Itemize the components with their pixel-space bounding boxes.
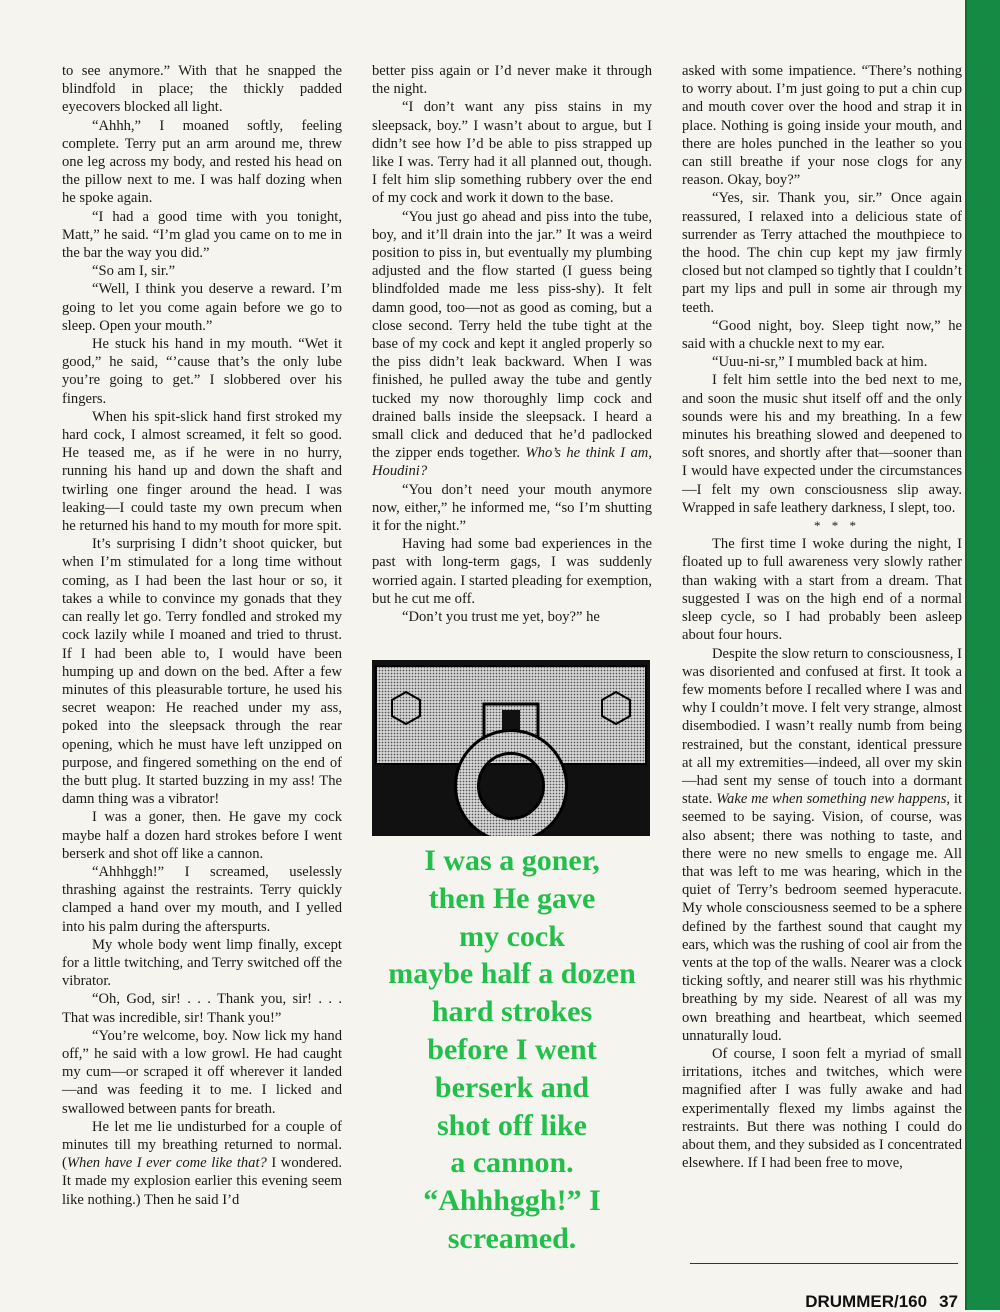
paragraph xyxy=(372,481,652,536)
paragraph xyxy=(682,645,962,1045)
italic-text: Who’s he think I am, Houdini? xyxy=(372,445,652,480)
paragraph xyxy=(682,189,962,316)
text-segment: “I had a good time with you tonight, Matt,” he said. “I’m glad you came on to me in the bar the way you did.” xyxy=(62,208,342,262)
text-segment: “Well, I think you deserve a reward. I’m going to let you come again before we go to sleep. Open your mouth.” xyxy=(62,281,342,334)
text-segment: “You don’t need your mouth anymore now, either,” he informed me, “so I’m shutting it for the night.” xyxy=(372,481,652,535)
paragraph xyxy=(62,990,342,1026)
pull-quote-line: then He gave xyxy=(428,881,596,915)
paragraph xyxy=(62,535,342,808)
page-edge-stripe xyxy=(965,0,1000,1310)
pull-quote xyxy=(362,842,662,1258)
text-segment: to see anymore.” With that he snapped the blindfold in place; the thickly padded eyecovers blocked all light. xyxy=(62,63,342,116)
text-segment: I was a goner, then. He gave my cock maybe half a dozen hard strokes before I went berserk and shot off like a cannon. xyxy=(62,809,342,862)
text-segment: “You’re welcome, boy. Now lick my hand off,” he said with a low growl. He had caught my cum—or scraped it off wherever it landed—and was feeding it to me. I licked and swallowed between pants for breath. xyxy=(62,1027,342,1117)
pull-quote-line: berserk and xyxy=(434,1070,590,1104)
paragraph xyxy=(682,353,962,371)
text-segment: “Ahhhggh!” I screamed, uselessly thrashing against the restraints. Terry quickly clamped a hand over my mouth, and I yelled into his palm during the afterspurts. xyxy=(62,863,342,935)
text-segment: “Good night, boy. Sleep tight now,” he said with a chuckle next to my ear. xyxy=(682,317,962,353)
paragraph xyxy=(62,280,342,335)
pull-quote-line: maybe half a dozen xyxy=(388,957,636,991)
section-break: * * * xyxy=(814,518,860,534)
ring-buckle-illustration xyxy=(372,660,650,836)
pull-quote-line: shot off like xyxy=(437,1108,587,1142)
paragraph xyxy=(62,62,342,117)
text-segment: it seemed to be saying. Vision, of course, was also absent; there was nothing to taste, and there were no new smells to engage me. All that was left to me was hearing, which in the quiet of Terry’s bedroom seemed hyperacute. My whole consciousness seemed to be a sphere defined by the farthest sound that caught my ears, which was the rushing of cool air from the vents at the top of the walls. Nearer was a clock ticking softly, and nearer still was his rhythmic breathing by my side. Nearest of all was my own breathing and heartbeat, which seemed unnaturally loud. xyxy=(682,791,962,1044)
text-segment: My whole body went limp finally, except for a little twitching, and Terry switched off the vibrator. xyxy=(62,936,342,990)
magazine-issue: DRUMMER/160 xyxy=(805,1292,928,1311)
text-segment: I wondered. It made my explosion earlier this evening seem like nothing.) Then he said I’d xyxy=(62,1155,342,1208)
text-segment: Of course, I soon felt a myriad of small irritations, itches and twitches, which were magnified after I was fully awake and had experimentally flexed my limbs against the restraints. But there was nothing I could do about them, and they subsided as I concentrated elsewhere. If I had been free to move, xyxy=(682,1045,962,1172)
pull-quote-line: “Ahhhggh!” I xyxy=(423,1184,601,1218)
paragraph xyxy=(62,335,342,408)
page-footer xyxy=(805,1292,958,1312)
paragraph xyxy=(682,1045,962,1172)
text-segment: asked with some impatience. “There’s nothing to worry about. I’m just going to put a chin cup and mouth cover over the hood and strap it in place. Nothing is going inside your mouth, and there are holes punched in the leather so you can still breathe if your nose clogs for any reason. Okay, boy?” xyxy=(682,63,962,189)
text-column-2 xyxy=(372,62,652,626)
paragraph xyxy=(372,608,652,626)
pull-quote-line: I was a goner, xyxy=(424,844,600,877)
text-segment: “I don’t want any piss stains in my sleepsack, boy.” I wasn’t about to argue, but I didn’t see how I’d be able to piss strapped up like I was. Terry had it all planned out, though. I felt him slip something rubbery over the end of my cock and work it down to the base. xyxy=(372,99,652,207)
paragraph xyxy=(372,98,652,207)
text-segment: “Don’t you trust me yet, boy?” he xyxy=(402,609,600,626)
text-segment: The first time I woke during the night, I floated up to full awareness very slowly rather than waking with a start from a dream. That suggested I was on the high end of a normal sleep cycle, so I had probably been asleep about four hours. xyxy=(682,536,962,644)
text-segment: “Yes, sir. Thank you, sir.” Once again reassured, I relaxed into a delicious state of surrender as Terry attached the mouthpiece to the hood. The chin cup kept my jaw firmly closed but not clamped so tightly that I couldn’t part my lips and pull in some air through my teeth. xyxy=(682,190,962,316)
paragraph xyxy=(62,1118,342,1209)
paragraph xyxy=(62,208,342,263)
italic-text: When have I ever come like that? xyxy=(66,1155,267,1172)
footer-rule xyxy=(690,1263,958,1264)
paragraph xyxy=(372,62,652,98)
text-segment: Having had some bad experiences in the past with long-term gags, I was suddenly worried again. I started pleading for exemption, but he cut me off. xyxy=(372,536,652,607)
paragraph xyxy=(62,262,342,280)
text-segment: He let me lie undisturbed for a couple of minutes till my breathing returned to normal. ( xyxy=(62,1118,342,1172)
text-segment: He stuck his hand in my mouth. “Wet it good,” he said, “’cause that’s the only lube you’re going to get.” I slobbered over his fingers. xyxy=(62,336,342,407)
text-segment: “Oh, God, sir! . . . Thank you, sir! . . . That was incredible, sir! Thank you!” xyxy=(62,991,342,1026)
text-segment: “Uuu-ni-sr,” I mumbled back at him. xyxy=(712,354,928,371)
paragraph xyxy=(372,208,652,481)
paragraph xyxy=(62,117,342,208)
pull-quote-line: hard strokes xyxy=(431,995,593,1029)
paragraph xyxy=(372,535,652,608)
pull-quote-line: my cock xyxy=(459,919,565,953)
text-column-1 xyxy=(62,62,342,1209)
paragraph xyxy=(682,62,962,189)
paragraph xyxy=(62,863,342,936)
paragraph xyxy=(682,317,962,353)
pull-quote-line: before I went xyxy=(427,1032,597,1066)
text-segment: better piss again or I’d never make it through the night. xyxy=(372,63,652,98)
text-segment: Despite the slow return to consciousness, I was disoriented and confused at first. It took a few moments before I recalled where I was and why I couldn’t move. I felt very strange, almost disembodied. I wasn’t really numb from being restrained, but the constant, identical pressure at all my extremities—indeed, all over my skin—had sent my sense of touch into a dormant state. xyxy=(682,645,962,808)
text-column-3 xyxy=(682,62,962,1172)
paragraph xyxy=(682,535,962,644)
paragraph xyxy=(62,1027,342,1118)
text-segment: “Ahhh,” I moaned softly, feeling complete. Terry put an arm around me, threw one leg across my body, and rested his head on the pillow next to me. I was half dozing when he spoke again. xyxy=(62,117,342,207)
paragraph xyxy=(62,808,342,863)
text-segment: “So am I, sir.” xyxy=(92,263,176,280)
text-segment: When his spit-slick hand first stroked my hard cock, I almost screamed, it felt so good. He teased me, as if he were in no hurry, running his hand up and down the shaft and twirling one finger around the head. I was leaking—I could taste my own precum when he returned his hand to my mouth for more spit. xyxy=(62,408,342,535)
text-segment: It’s surprising I didn’t shoot quicker, but when I’m stimulated for a long time without coming, as I had been the last hour or so, it takes a while to convince my gonads that they can really let go. Terry fondled and stroked my cock lazily while I moaned and tried to thrust. If I had been able to, I would have been humping up and down on the bed. After a few minutes of this pleasurable torture, he used his secret weapon: He reached under my ass, poked into the sleepsack through the rear opening, which he must have left unzipped on purpose, and fingered something on the end of the butt plug. It started buzzing in my ass! The damn thing was a vibrator! xyxy=(62,536,342,808)
paragraph xyxy=(62,408,342,535)
pull-quote-line: screamed. xyxy=(447,1221,577,1255)
page-number: 37 xyxy=(939,1292,958,1311)
paragraph xyxy=(62,936,342,991)
pull-quote-line: a cannon. xyxy=(450,1146,574,1180)
paragraph xyxy=(682,371,962,517)
text-segment: “You just go ahead and piss into the tube, boy, and it’ll drain into the jar.” It was a weird position to piss in, but eventually my plumbing adjusted and the flow started (I guess being blindfolded made me less piss-shy). It felt damn good, too—not as good as coming, but a close second. Terry held the tube tight at the base of my cock and kept it angled properly so the piss didn’t leak backward. When I was finished, he pulled away the tube and gently tucked my now thoroughly limp cock and drained balls inside the sleepsack. I heard a small click and deduced that he’d padlocked the zipper ends together. xyxy=(372,208,652,462)
text-segment: I felt him settle into the bed next to me, and soon the music shut itself off and the only sounds were his and my breathing. In a few minutes his breathing slowed and deepened to soft snores, and shortly after that—sooner than I would have expected under the circumstances—I felt my own consciousness slip away. Wrapped in safe leathery darkness, I slept, too. xyxy=(682,372,962,516)
italic-text: Wake me when something new happens, xyxy=(716,791,951,808)
